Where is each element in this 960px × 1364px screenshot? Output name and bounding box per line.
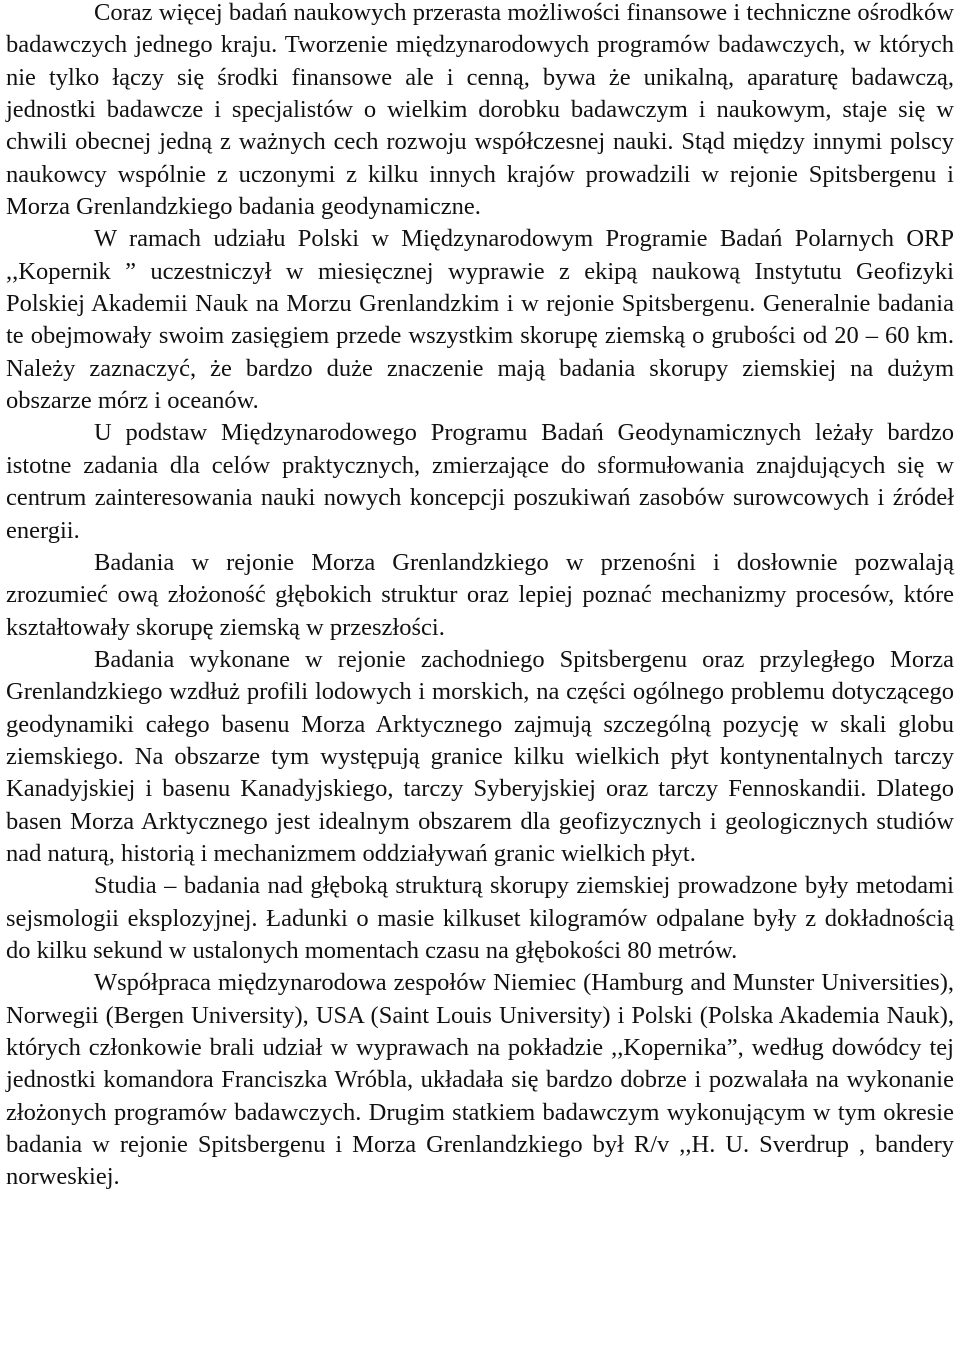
paragraph-4: Badania w rejonie Morza Grenlandzkiego w przenośni i dosłownie pozwalają zrozumieć ową złożoność głębokich struktur oraz lepiej poznać mechanizmy procesów, które kształtowały skorupę ziemską w przeszłości.: [6, 548, 954, 641]
paragraph-6: Studia – badania nad głęboką strukturą skorupy ziemskiej prowadzone były metodami sejsmologii eksplozyjnej. Ładunki o masie kilkuset kilogramów odpalane były z dokładnością do kilku sekund w ustalonych momentach czasu na głębokości 80 metrów.: [6, 872, 954, 964]
paragraph-7: Współpraca międzynarodowa zespołów Niemiec (Hamburg and Munster Universities), Norwegii (Bergen University), USA (Saint Louis University) i Polski (Polska Akademia Nauk), których członkowie brali udział w wyprawach na pokładzie ,,Kopernika”, według dowódcy tej jednostki komandora Franciszka Wróbla, układała się bardzo dobrze i pozwalała na wykonanie złożonych programów badawczych. Drugim statkiem badawczym wykonującym w tym okresie badania w rejonie Spitsbergenu i Morza Grenlandzkiego był R/v ,,H. U. Sverdrup , bandery norweskiej.: [6, 969, 954, 1191]
paragraph-3: U podstaw Międzynarodowego Programu Badań Geodynamicznych leżały bardzo istotne zadania dla celów praktycznych, zmierzające do sformułowania znajdujących się w centrum zainteresowania nauki nowych koncepcji poszukiwań zasobów surowcowych i źródeł energii.: [6, 419, 954, 544]
paragraph-5: Badania wykonane w rejonie zachodniego Spitsbergenu oraz przyległego Morza Grenlandzkiego wzdłuż profili lodowych i morskich, na części ogólnego problemu dotyczącego geodynamiki całego basenu Morza Arktycznego zajmują szczególną pozycję w skali globu ziemskiego. Na obszarze tym występują granice kilku wielkich płyt kontynentalnych tarczy Kanadyjskiej i basenu Kanadyjskiego, tarczy Syberyjskiej oraz tarczy Fennoskandii. Dlatego basen Morza Arktycznego jest idealnym obszarem dla geofizycznych i geologicznych studiów nad naturą, historią i mechanizmem oddziaływań granic wielkich płyt.: [6, 645, 954, 867]
paragraph-2: W ramach udziału Polski w Międzynarodowym Programie Badań Polarnych ORP ,,Kopernik ” uczestniczył w miesięcznej wyprawie z ekipą naukową Instytutu Geofizyki Polskiej Akademii Nauk na Morzu Grenlandzkim i w rejonie Spitsbergenu. Generalnie badania te obejmowały swoim zasięgiem przede wszystkim skorupę ziemską o grubości od 20 – 60 km. Należy zaznaczyć, że bardzo duże znaczenie mają badania skorupy ziemskiej na dużym obszarze mórz i oceanów.: [6, 225, 954, 415]
paragraph-1: Coraz więcej badań naukowych przerasta możliwości finansowe i techniczne ośrodków badawczych jednego kraju. Tworzenie międzynarodowych programów badawczych, w których nie tylko łączy się środki finansowe ale i cenną, bywa że unikalną, aparaturę badawczą, jednostki badawcze i specjalistów o wielkim dorobku badawczym i naukowym, staje się w chwili obecnej jedną z ważnych cech rozwoju współczesnej nauki. Stąd między innymi polscy naukowcy wspólnie z uczonymi z kilku innych krajów prowadzili w rejonie Spitsbergenu i Morza Grenlandzkiego badania geodynamiczne.: [6, 0, 954, 221]
